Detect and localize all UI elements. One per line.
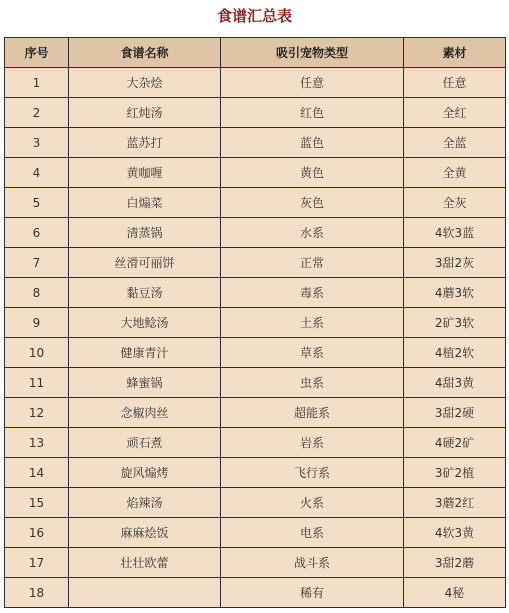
header-number: 序号 bbox=[5, 38, 69, 68]
header-pet-type: 吸引宠物类型 bbox=[221, 38, 404, 68]
cell-number: 10 bbox=[5, 338, 69, 368]
cell-pet-type: 蓝色 bbox=[221, 128, 404, 158]
cell-recipe-name: 大地鲶汤 bbox=[69, 308, 221, 338]
table-header-row bbox=[5, 38, 506, 68]
header-materials: 素材 bbox=[404, 38, 506, 68]
table-row bbox=[5, 128, 506, 158]
cell-materials: 全蓝 bbox=[404, 128, 506, 158]
cell-number: 9 bbox=[5, 308, 69, 338]
cell-materials: 3甜2灰 bbox=[404, 248, 506, 278]
cell-materials: 全红 bbox=[404, 98, 506, 128]
table-row bbox=[5, 578, 506, 608]
cell-materials: 4植2软 bbox=[404, 338, 506, 368]
table-row bbox=[5, 488, 506, 518]
cell-materials: 2矿3软 bbox=[404, 308, 506, 338]
cell-recipe-name: 黄咖喱 bbox=[69, 158, 221, 188]
cell-materials: 4硬2矿 bbox=[404, 428, 506, 458]
cell-pet-type: 电系 bbox=[221, 518, 404, 548]
cell-materials: 全灰 bbox=[404, 188, 506, 218]
cell-number: 18 bbox=[5, 578, 69, 608]
table-row bbox=[5, 218, 506, 248]
table-row bbox=[5, 98, 506, 128]
cell-number: 15 bbox=[5, 488, 69, 518]
cell-number: 12 bbox=[5, 398, 69, 428]
table-row bbox=[5, 428, 506, 458]
cell-number: 16 bbox=[5, 518, 69, 548]
cell-materials: 4甜3黄 bbox=[404, 368, 506, 398]
cell-number: 7 bbox=[5, 248, 69, 278]
cell-pet-type: 任意 bbox=[221, 68, 404, 98]
table-row bbox=[5, 188, 506, 218]
table-row bbox=[5, 308, 506, 338]
cell-number: 4 bbox=[5, 158, 69, 188]
cell-materials: 4软3黄 bbox=[404, 518, 506, 548]
cell-recipe-name: 蜂蜜锅 bbox=[69, 368, 221, 398]
cell-recipe-name: 麻麻烩饭 bbox=[69, 518, 221, 548]
cell-number: 6 bbox=[5, 218, 69, 248]
cell-pet-type: 红色 bbox=[221, 98, 404, 128]
cell-number: 2 bbox=[5, 98, 69, 128]
cell-recipe-name: 念椒肉丝 bbox=[69, 398, 221, 428]
cell-recipe-name: 红炖汤 bbox=[69, 98, 221, 128]
table-row bbox=[5, 338, 506, 368]
cell-recipe-name: 蓝苏打 bbox=[69, 128, 221, 158]
table-row bbox=[5, 248, 506, 278]
cell-pet-type: 战斗系 bbox=[221, 548, 404, 578]
cell-materials: 3甜2硬 bbox=[404, 398, 506, 428]
cell-pet-type: 虫系 bbox=[221, 368, 404, 398]
cell-recipe-name: 壮壮欧蕾 bbox=[69, 548, 221, 578]
table-row bbox=[5, 518, 506, 548]
table-row bbox=[5, 68, 506, 98]
cell-number: 13 bbox=[5, 428, 69, 458]
cell-recipe-name: 清蒸锅 bbox=[69, 218, 221, 248]
table-row bbox=[5, 368, 506, 398]
table-row bbox=[5, 158, 506, 188]
cell-recipe-name: 健康青汁 bbox=[69, 338, 221, 368]
cell-recipe-name: 旋风煽烤 bbox=[69, 458, 221, 488]
cell-materials: 任意 bbox=[404, 68, 506, 98]
page-title: 食谱汇总表 bbox=[216, 7, 292, 25]
cell-recipe-name: 大杂烩 bbox=[69, 68, 221, 98]
table-row bbox=[5, 278, 506, 308]
cell-materials: 全黄 bbox=[404, 158, 506, 188]
cell-materials: 4蘑3软 bbox=[404, 278, 506, 308]
cell-pet-type: 土系 bbox=[221, 308, 404, 338]
cell-number: 8 bbox=[5, 278, 69, 308]
cell-recipe-name: 黏豆汤 bbox=[69, 278, 221, 308]
cell-pet-type: 毒系 bbox=[221, 278, 404, 308]
cell-number: 14 bbox=[5, 458, 69, 488]
table-row bbox=[5, 458, 506, 488]
cell-pet-type: 岩系 bbox=[221, 428, 404, 458]
table-row bbox=[5, 548, 506, 578]
cell-pet-type: 飞行系 bbox=[221, 458, 404, 488]
cell-number: 11 bbox=[5, 368, 69, 398]
cell-pet-type: 火系 bbox=[221, 488, 404, 518]
cell-recipe-name: 焰辣汤 bbox=[69, 488, 221, 518]
table-row bbox=[5, 398, 506, 428]
cell-pet-type: 超能系 bbox=[221, 398, 404, 428]
cell-recipe-name: 顽石煮 bbox=[69, 428, 221, 458]
header-recipe-name: 食谱名称 bbox=[69, 38, 221, 68]
cell-pet-type: 水系 bbox=[221, 218, 404, 248]
cell-materials: 3蘑2红 bbox=[404, 488, 506, 518]
cell-number: 17 bbox=[5, 548, 69, 578]
cell-recipe-name: 白煽菜 bbox=[69, 188, 221, 218]
cell-pet-type: 稀有 bbox=[221, 578, 404, 608]
cell-number: 5 bbox=[5, 188, 69, 218]
cell-pet-type: 正常 bbox=[221, 248, 404, 278]
cell-materials: 3矿2植 bbox=[404, 458, 506, 488]
cell-pet-type: 灰色 bbox=[221, 188, 404, 218]
cell-materials: 4秘 bbox=[404, 578, 506, 608]
cell-materials: 3甜2蘑 bbox=[404, 548, 506, 578]
cell-recipe-name: 丝滑可丽饼 bbox=[69, 248, 221, 278]
table-body bbox=[5, 68, 506, 608]
cell-pet-type: 黄色 bbox=[221, 158, 404, 188]
cell-materials: 4软3蓝 bbox=[404, 218, 506, 248]
cell-recipe-name bbox=[69, 578, 221, 608]
cell-pet-type: 草系 bbox=[221, 338, 404, 368]
recipe-table bbox=[4, 37, 506, 608]
cell-number: 1 bbox=[5, 68, 69, 98]
cell-number: 3 bbox=[5, 128, 69, 158]
